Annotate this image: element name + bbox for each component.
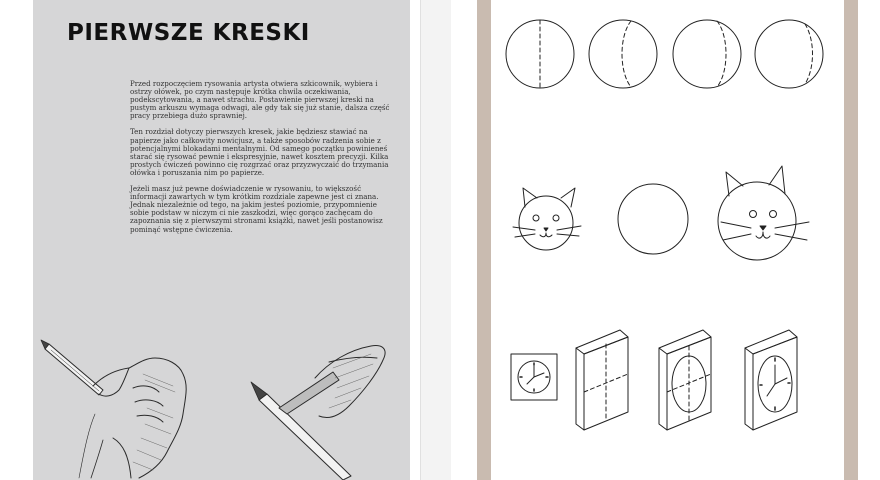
right-page <box>491 0 844 480</box>
page-gutter <box>420 0 451 480</box>
box-with-oval-sketch <box>659 330 711 430</box>
clock-sketch-flat <box>511 354 557 400</box>
cat-face-sketch-small <box>513 188 581 250</box>
pencil-left <box>41 340 103 395</box>
sphere-sketch-4 <box>755 20 823 88</box>
left-page <box>33 0 410 480</box>
sphere-sketch-1 <box>506 20 574 88</box>
page-title: PIERWSZE KRESKI <box>67 20 310 46</box>
cat-face-sketch-large <box>718 166 809 260</box>
sphere-sketch-3 <box>673 20 741 88</box>
hand-left <box>79 358 186 478</box>
sphere-sketch-2 <box>589 20 657 88</box>
hands-sharpening-pencil-illustration <box>33 328 410 480</box>
body-text <box>130 80 392 242</box>
sphere-sketch-5 <box>618 184 688 254</box>
paragraph: Przed rozpoczęciem rysowania artysta otwiera szkicownik, wybiera i ostrzy ołówek, po czym następuje krótka chwila oczekiwania, podekscytowania, a nawet strachu. Postawienie pierwszej kreski na pustym arkuszu wymaga odwagi, ale gdy tak się już stanie, dalsza część pracy przebiega dużo sprawniej. <box>130 79 390 121</box>
paragraph: Ten rozdział dotyczy pierwszych kresek, jakie będziesz stawiać na papierze jako całkowity nowicjusz, a także sposobów radzenia sobie z potencjalnymi blokadami mentalnymi. Od samego początku powinieneś starać się rysować pewnie i ekspresyjnie, nawet kosztem precyzji. Kilka prostych ćwiczeń powinno cię rozgrzać oraz przyzwyczaić do trzymania ołówka i poruszania nim po papierze. <box>130 127 389 177</box>
knife-and-hand-right <box>279 346 385 418</box>
exercise-drawings <box>491 0 844 480</box>
box-clock-sketch <box>745 330 797 430</box>
paragraph: Jeżeli masz już pewne doświadczenie w rysowaniu, to większość informacji zawartych w tym krótkim rozdziale zapewne jest ci znana. Jednak niezależnie od tego, na jakim jesteś poziomie, przypomnienie sobie podstaw w niczym ci nie zaszkodzi, więc gorąco zachęcam do zapoznania się z pierwszymi stronami książki, nawet jeśli postanowisz pominąć wstępne ćwiczenia. <box>130 184 383 234</box>
box-sketch <box>576 330 628 430</box>
